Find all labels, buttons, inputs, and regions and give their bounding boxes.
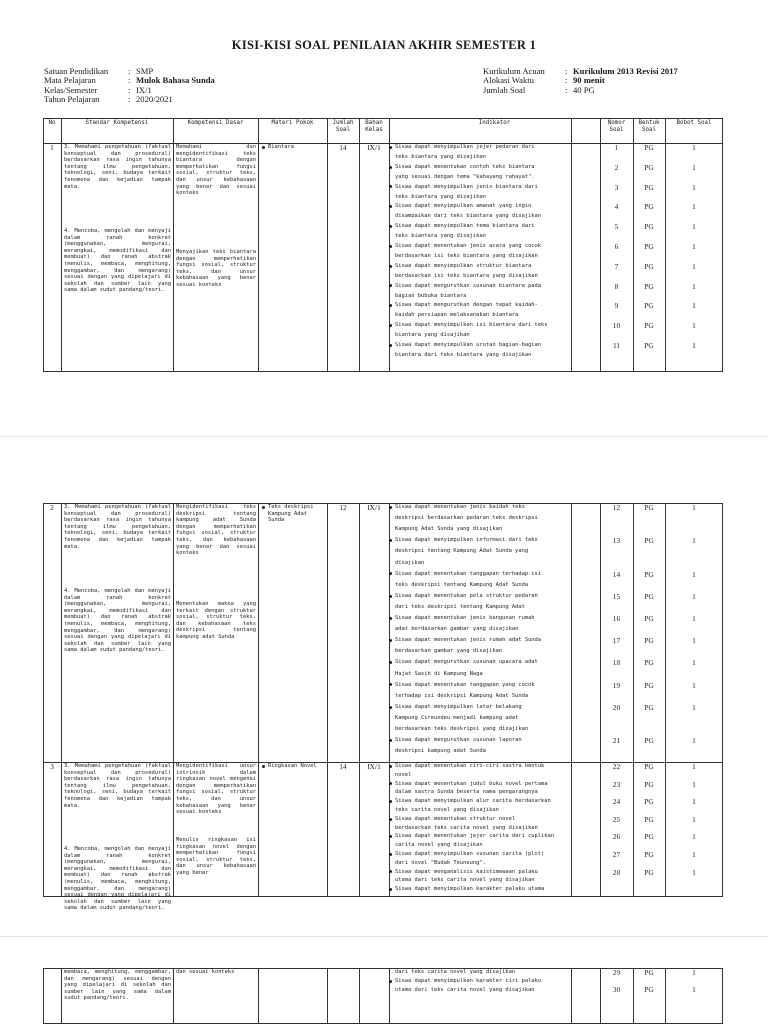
identity-separator: : (128, 94, 131, 105)
bentuk-soal: PG (644, 242, 654, 251)
document-title: KISI-KISI SOAL PENILAIAN AKHIR SEMESTER 1 (231, 38, 537, 52)
column-divider (359, 968, 360, 1024)
kompetensi-dasar-pengetahuan: Mengidentifikasi teks deskripsi tentang kampung adat Sunda dengan memperhatikan fungsi sosial, struktur teks, dan kebahasaan yang benar dan sesuai konteks (176, 504, 256, 557)
nomor-soal: 4 (614, 202, 619, 212)
indikator-line: Siswa dapat mengurutkan dengan tepat kaidah- (395, 302, 538, 309)
indikator-line: dari teks carita novel yang disajikan (395, 969, 516, 975)
bobot-soal: 1 (692, 222, 696, 232)
column-divider (61, 118, 62, 372)
header-ind: Indikator (478, 120, 511, 126)
nomor-soal: 15 (612, 591, 621, 601)
bullet-icon (262, 765, 265, 768)
bobot-soal: 1 (692, 301, 696, 311)
indikator-line: Siswa dapat menyimpulkan susunan carita (plot) (395, 851, 545, 857)
column-divider (327, 968, 328, 1024)
bahan-kelas: IX/1 (367, 143, 381, 152)
nomor-soal: 5 (614, 222, 619, 232)
bobot-soal: 1 (692, 814, 696, 824)
header-mp: Materi Pokok (271, 120, 314, 126)
indikator-line: Siswa dapat menentukan jenis kaidah teks (395, 504, 525, 510)
bobot-soal: 1 (692, 503, 696, 512)
bobot-soal: 1 (692, 658, 696, 668)
page-break (0, 936, 768, 937)
identity-value: 40 PG (573, 84, 595, 95)
bullet-icon (262, 506, 265, 509)
bobot-soal: 1 (692, 779, 696, 789)
bullet-icon (389, 166, 392, 169)
bentuk-soal: PG (644, 985, 654, 994)
indikator-line: utama dari teks carita novel yang disajikan (395, 877, 535, 884)
standar-kompetensi-ki3: 3. Memahami pengetahuan (faktual konseptual dan prosedural) berdasarkan rasa ingin tahunya tentang ilmu pengetahuan, teknologi, seni, budaya terkait fenomena dan kejadian tampak mata. (64, 144, 171, 190)
kompetensi-dasar-continued: dan sesuai konteks (176, 969, 235, 975)
identity-separator: : (128, 75, 131, 86)
indikator-line: Siswa dapat menyimpulkan karakter palaku utama (395, 886, 545, 893)
indikator-line: Siswa dapat menentukan struktur novel (395, 815, 516, 822)
bentuk-soal: PG (644, 321, 654, 331)
indikator-line: Siswa dapat menyimpulkan struktur biantara (395, 262, 532, 269)
nomor-soal: 29 (612, 968, 621, 977)
kompetensi-dasar-keterampilan: Menentukan makna yang terkait dengan struktur sosial, struktur teks, dan kebahasaan teks deskripsi tentang kampung adat Sunda (176, 601, 256, 640)
indikator-line: deskripsi kampung adat Sunda (395, 748, 486, 755)
indikator-line: deskripsi tentang Kampung Adat Sunda yang (395, 548, 529, 555)
identity-separator: : (128, 66, 131, 76)
bullet-icon (389, 146, 392, 149)
bullet-icon (389, 324, 392, 327)
kisi-kisi-table (43, 118, 723, 372)
indikator-line: Siswa dapat menyimpulkan tema biantara dari (395, 223, 535, 230)
header-bb: Bobot Soal (676, 120, 712, 126)
bentuk-soal: PG (644, 636, 654, 646)
indikator-line: berdasarkan teks deskripsi yang disajikan (395, 726, 529, 732)
bullet-icon (389, 344, 392, 347)
indikator-line: dalam sastra Sunda beserta nama pengarangnya (395, 789, 538, 796)
bullet-icon (389, 888, 392, 891)
standar-kompetensi-ki3: 3. Memahami pengetahuan (faktual konseptual dan prosedural) berdasarkan rasa ingin tahunya tentang ilmu pengetahuan, teknologi, seni, budaya terkait fenomena dan kejadian tampak mata. (64, 504, 171, 550)
column-divider (327, 118, 328, 372)
bobot-soal: 1 (692, 281, 696, 291)
bullet-icon (389, 639, 392, 642)
indikator-line: berdasarkan isi teks biantara yang disajikan (395, 272, 538, 279)
indikator-line: teks deskripsi tentang Kampung Adat Sunda (395, 581, 529, 588)
indikator-line: kaidah persiapan melaksanakan biantara (395, 312, 519, 319)
page-3 (0, 968, 768, 1024)
bahan-kelas: IX/1 (367, 503, 381, 512)
materi-pokok: Teks deskripsi Kampung Adat Sunda (268, 504, 314, 524)
nomor-soal: 27 (612, 850, 621, 859)
nomor-soal: 13 (612, 536, 621, 546)
indikator-line: dari novel "Budak Teuneung". (395, 859, 486, 866)
column-divider (61, 503, 62, 897)
bobot-soal: 1 (692, 850, 696, 859)
bullet-icon (389, 225, 392, 228)
standar-kompetensi-ki4: 4. Mencoba, mengolah dan menyaji dalam ranah konkret (menggunakan, mengurai, merangkai, memodifikasi dan membuat) dan ranah abstrak (menulis, membaca, menghitung, menggambar, dan mengarang) sesuai dengan yang dipelajari di sekolah dan sumber lain yang sama dalam sudut pandang/teori. (64, 588, 171, 654)
bentuk-soal: PG (644, 680, 654, 690)
column-divider (258, 968, 259, 1024)
bobot-soal: 1 (692, 680, 696, 690)
bentuk-soal: PG (644, 182, 654, 192)
nomor-soal: 26 (612, 832, 621, 842)
row-number: 3 (50, 762, 54, 771)
indikator-line: teks carita novel yang disajikan (395, 807, 499, 813)
column-divider (389, 968, 390, 1024)
bobot-soal: 1 (692, 261, 696, 271)
bobot-soal: 1 (692, 614, 696, 623)
bentuk-soal: PG (644, 658, 654, 668)
kisi-kisi-table-continued (43, 503, 723, 912)
indikator-line: Siswa dapat menyimpulkan informasi dari teks (395, 537, 538, 544)
nomor-soal: 12 (612, 503, 621, 512)
nomor-soal: 25 (612, 814, 621, 824)
bullet-icon (389, 739, 392, 742)
indikator-line: disajikan (395, 559, 425, 566)
jumlah-soal: 12 (339, 503, 347, 512)
indikator-line: teks biantara yang disajikan (395, 233, 486, 240)
indikator-line: Siswa dapat menentukan pola struktur pedaran (395, 592, 538, 599)
identity-label: Alokasi Waktu (483, 75, 534, 86)
column-divider (327, 503, 328, 897)
indikator-line: Siswa dapat menentukan jenis bangunan rumah (395, 615, 535, 621)
identity-separator: : (128, 84, 131, 95)
bobot-soal: 1 (692, 736, 696, 746)
bobot-soal: 1 (692, 202, 696, 212)
page-2 (0, 503, 768, 912)
nomor-soal: 11 (612, 341, 621, 350)
bobot-soal: 1 (692, 591, 696, 601)
bentuk-soal: PG (644, 222, 654, 232)
column-divider (173, 118, 174, 372)
header-bs: Bentuk Soal (638, 120, 660, 134)
bullet-icon (389, 765, 392, 768)
bentuk-soal: PG (644, 341, 654, 350)
indikator-line: Siswa dapat menyimpulkan jenis biantara dari (395, 183, 538, 190)
kompetensi-dasar-pengetahuan: Memahami dan mengidentifikasi teks biantara dengan memperhatikan fungsi sosial, struktur teks, dan unsur kebahasaan yang benar dan sesuai konteks (176, 144, 256, 197)
nomor-soal: 14 (612, 569, 621, 579)
bobot-soal: 1 (692, 182, 696, 192)
bentuk-soal: PG (644, 591, 654, 601)
nomor-soal: 23 (612, 779, 621, 789)
indikator-line: Siswa dapat menganalisis kaistimewaan palaku (395, 868, 538, 875)
nomor-soal: 7 (614, 261, 619, 271)
page-1 (0, 0, 768, 375)
indikator-line: teks biantara yang disajikan (395, 153, 486, 160)
bentuk-soal: PG (644, 797, 654, 807)
indikator-line: bagian bubuka biantara (395, 292, 467, 299)
nomor-soal: 2 (614, 162, 619, 172)
indikator-line: yang sesuai dengan tema "kahayang rahayat". (395, 173, 535, 180)
bobot-soal: 1 (692, 762, 696, 771)
bentuk-soal: PG (644, 736, 654, 746)
bentuk-soal: PG (644, 301, 654, 311)
indikator-line: utama dari teks carita novel yang disajikan (395, 987, 535, 993)
header-js: Jumlah Soal (332, 120, 354, 134)
bobot-soal: 1 (692, 636, 696, 646)
standar-kompetensi-ki3: 3. Memahami pengetahuan (faktual konseptual dan prosedural) berdasarkan rasa ingin tahunya tentang ilmu pengetahuan, teknologi, seni, budaya terkait fenomena dan kejadian tampak mata. (64, 763, 171, 809)
indikator-line: Siswa dapat menentukan jenis rumah adat Sunda (395, 637, 542, 644)
standar-kompetensi-ki4: 4. Mencoba, mengolah dan menyaji dalam ranah konkret (menggunakan, mengurai, merangkai, memodifikasi dan membuat) dan ranah abstrak (menulis, membaca, menghitung, menggambar, dan mengarang) sesuai dengan yang dipelajari di sekolah dan sumber lain yang sama dalam sudut pandang/teori. (64, 846, 171, 912)
header-sk: Standar Kompetensi (85, 120, 149, 126)
identity-label: Satuan Pendidikan (44, 66, 109, 76)
bentuk-soal: PG (644, 569, 654, 579)
indikator-line: Siswa dapat menentukan ciri-ciri sastra bentuk (395, 763, 545, 769)
indikator-line: deskripsi berdasarkan pedaran teks deskripsi (395, 515, 538, 522)
identity-label: Tahun Pelajaran (44, 94, 100, 105)
bullet-icon (389, 800, 392, 803)
bentuk-soal: PG (644, 202, 654, 212)
indikator-line: Siswa dapat menentukan tanggapan terhadap isi (395, 570, 542, 577)
identity-separator: : (565, 84, 568, 95)
bullet-icon (389, 706, 392, 709)
indikator-line: disampaikan dari teks biantara yang disajikan (395, 213, 542, 220)
bullet-icon (262, 146, 265, 149)
bentuk-soal: PG (644, 503, 654, 512)
bahan-kelas: IX/1 (367, 762, 381, 771)
bullet-icon (389, 245, 392, 248)
nomor-soal: 30 (612, 985, 621, 994)
bobot-soal: 1 (692, 242, 696, 251)
indikator-line: Siswa dapat menyimpulkan karakter ciri palaku (395, 978, 542, 984)
indikator-line: biantara dari teks biantara yang disajikan (395, 351, 532, 358)
bentuk-soal: PG (644, 536, 654, 546)
indikator-line: biantara yang disajikan (395, 332, 470, 339)
indikator-line: Siswa dapat menyimpulkan jejer pedaran dari (395, 144, 535, 150)
nomor-soal: 8 (614, 281, 619, 291)
materi-pokok: Ringkasan Novel (268, 763, 317, 769)
indikator-line: berdasarkan teks carita novel yang disajikan (395, 824, 538, 831)
bullet-icon (389, 818, 392, 821)
indikator-line: Siswa dapat menyimpulkan alur carita berdasarkan (395, 798, 551, 805)
indikator-line: Siswa dapat menyimpulkan urutan bagian-bagian (395, 342, 542, 348)
bullet-icon (389, 265, 392, 268)
bentuk-soal: PG (644, 702, 654, 712)
bentuk-soal: PG (644, 779, 654, 789)
bobot-soal: 1 (692, 341, 696, 350)
bobot-soal: 1 (692, 797, 696, 807)
indikator-line: Siswa dapat menyimpulkan latar belakang (395, 703, 522, 710)
identity-separator: : (565, 75, 568, 86)
indikator-line: terhadap isi deskripsi Kampung Adat Sunda (395, 692, 529, 699)
identity-label: Mata Pelajaran (44, 75, 96, 86)
column-divider (61, 968, 62, 1024)
nomor-soal: 22 (612, 762, 621, 771)
indikator-line: dari teks deskripsi tentang Kampung Adat (395, 603, 525, 610)
identity-separator: : (565, 66, 568, 76)
bentuk-soal: PG (644, 832, 654, 842)
identity-value: 2020/2021 (136, 94, 173, 105)
page-break (0, 436, 768, 437)
nomor-soal: 1 (614, 143, 619, 152)
bullet-icon (389, 980, 392, 983)
indikator-line: Siswa dapat mengurutkan susunan upacara adat (395, 659, 538, 666)
bobot-soal: 1 (692, 832, 696, 842)
column-divider (571, 118, 572, 372)
column-divider (359, 118, 360, 372)
bobot-soal: 1 (692, 143, 696, 152)
indikator-line: berdasarkan isi teks biantara yang disajikan (395, 252, 538, 259)
bullet-icon (389, 853, 392, 856)
column-divider (173, 968, 174, 1024)
nomor-soal: 19 (612, 680, 621, 690)
bobot-soal: 1 (692, 536, 696, 546)
column-divider (571, 968, 572, 1024)
indikator-line: Siswa dapat menentukan jejer carita dari cuplikan (395, 833, 555, 840)
bobot-soal: 1 (692, 321, 696, 331)
indikator-line: Siswa dapat menentukan contoh teks biantara (395, 163, 535, 170)
nomor-soal: 6 (614, 242, 619, 251)
bentuk-soal: PG (644, 814, 654, 824)
identity-label: Jumlah Soal (483, 84, 526, 95)
kompetensi-dasar-pengetahuan: Mengidentifikasi unsur intrinsik dalam ringkasan novel mengenai dengan memperhatikan fungsi sosial, struktur teks, dan unsur kebahasaan yang benar sesuai konteks (176, 763, 256, 816)
nomor-soal: 28 (612, 867, 621, 877)
bentuk-soal: PG (644, 162, 654, 172)
indikator-line: Siswa dapat menentukan judul buku novel pertama (395, 780, 548, 787)
bentuk-soal: PG (644, 143, 654, 152)
identity-label: Kelas/Semester (44, 84, 98, 95)
kompetensi-dasar-keterampilan: Menyajikan teks biantara dengan memperhatikan fungsi sosial, struktur teks, dan unsur kebahasaan yang benar sesuai konteks (176, 249, 256, 288)
jumlah-soal: 14 (339, 143, 347, 152)
indikator-line: Siswa dapat menyimpulkan amanat yang ingin (395, 203, 532, 210)
bobot-soal: 1 (692, 985, 696, 994)
nomor-soal: 24 (612, 797, 621, 807)
header-no: No (48, 120, 56, 126)
bobot-soal: 1 (692, 867, 696, 877)
bobot-soal: 1 (692, 569, 696, 579)
indikator-line: Kampung Adat Sunda yang disajikan (395, 526, 503, 533)
identity-value: IX/1 (136, 84, 152, 95)
indikator-line: Siswa dapat menentukan jenis acara yang cocok (395, 243, 542, 249)
identity-value: Kurikulum 2013 Revisi 2017 (573, 66, 678, 76)
nomor-soal: 21 (612, 736, 621, 746)
indikator-line: Siswa dapat mengurutkan susunan laporan (395, 737, 522, 744)
jumlah-soal: 14 (339, 762, 347, 771)
identity-value: 90 menit (573, 75, 605, 86)
column-divider (258, 118, 259, 372)
identity-value: Mulok Bahasa Sunda (136, 75, 215, 86)
column-divider (173, 503, 174, 897)
bobot-soal: 1 (692, 968, 696, 977)
bentuk-soal: PG (644, 850, 654, 859)
indikator-line: berdasarkan gambar yang disajikan (395, 648, 503, 655)
identity-row (44, 95, 294, 105)
identity-label: Kurikulum Acuan (483, 66, 545, 76)
column-divider (258, 503, 259, 897)
bobot-soal: 1 (692, 702, 696, 712)
column-divider (359, 503, 360, 897)
bullet-icon (389, 506, 392, 509)
bentuk-soal: PG (644, 281, 654, 291)
materi-pokok: Biantara (268, 144, 294, 150)
nomor-soal: 16 (612, 614, 621, 623)
indikator-line: novel (395, 771, 412, 778)
header-ns: Nomor Soal (607, 120, 626, 134)
nomor-soal: 18 (612, 658, 621, 668)
identity-value: SMP (136, 66, 154, 76)
nomor-soal: 20 (612, 702, 621, 712)
header-bk: Bahan Kelas (365, 120, 383, 134)
bentuk-soal: PG (644, 867, 654, 877)
bentuk-soal: PG (644, 762, 654, 771)
nomor-soal: 17 (612, 636, 621, 646)
indikator-line: Siswa dapat mengurutkan susunan biantara pada (395, 282, 542, 289)
indikator-line: Siswa dapat menyimpulkan isi biantara dari teks (395, 322, 548, 329)
bentuk-soal: PG (644, 261, 654, 271)
bullet-icon (389, 595, 392, 598)
indikator-line: Hajat Sasih di Kampung Naga (395, 670, 483, 677)
nomor-soal: 9 (614, 301, 619, 311)
nomor-soal: 3 (614, 182, 619, 192)
indikator-line: Siswa dapat menentukan tanggapan yang cocok (395, 681, 535, 688)
standar-kompetensi-ki4: 4. Mencoba, mengolah dan menyaji dalam ranah konkret (menggunakan, mengurai, merangkai, memodifikasi dan membuat) dan ranah abstrak (menulis, membaca, menghitung, menggambar, dan mengarang) sesuai dengan yang dipelajari di sekolah dan sumber lain yang sama dalam sudut pandang/teori. (64, 228, 171, 294)
column-divider (571, 503, 572, 897)
bullet-icon (389, 617, 392, 620)
bentuk-soal: PG (644, 968, 654, 977)
indikator-line: carita novel yang disajikan (395, 842, 483, 849)
standar-kompetensi-ki4-continued: membaca, menghitung, menggambar, dan mengarang) sesuai dengan yang dipelajari di sekolah dan sumber lain yang sama dalam sudut pandang/teori. (64, 969, 171, 1002)
indikator-line: adat berdasarkan gambar yang disajikan (395, 626, 519, 633)
row-number: 2 (50, 503, 54, 512)
nomor-soal: 10 (612, 321, 621, 331)
indikator-line: teks biantara yang disajikan (395, 193, 486, 200)
indikator-line: Kampung Cireundeu menjadi kampung adat (395, 714, 519, 721)
kompetensi-dasar-keterampilan: Menulis ringkasan isi ringkasan novel dengan memperhatikan fungsi sosial, struktur teks, dan unsur kebahasaan yang benar (176, 837, 256, 876)
bobot-soal: 1 (692, 162, 696, 172)
header-kd: Kompetensi Dasar (187, 120, 244, 126)
row-number: 1 (50, 143, 54, 152)
kisi-kisi-table-continued (43, 968, 723, 1024)
identity-row (483, 86, 733, 96)
bentuk-soal: PG (644, 614, 654, 623)
